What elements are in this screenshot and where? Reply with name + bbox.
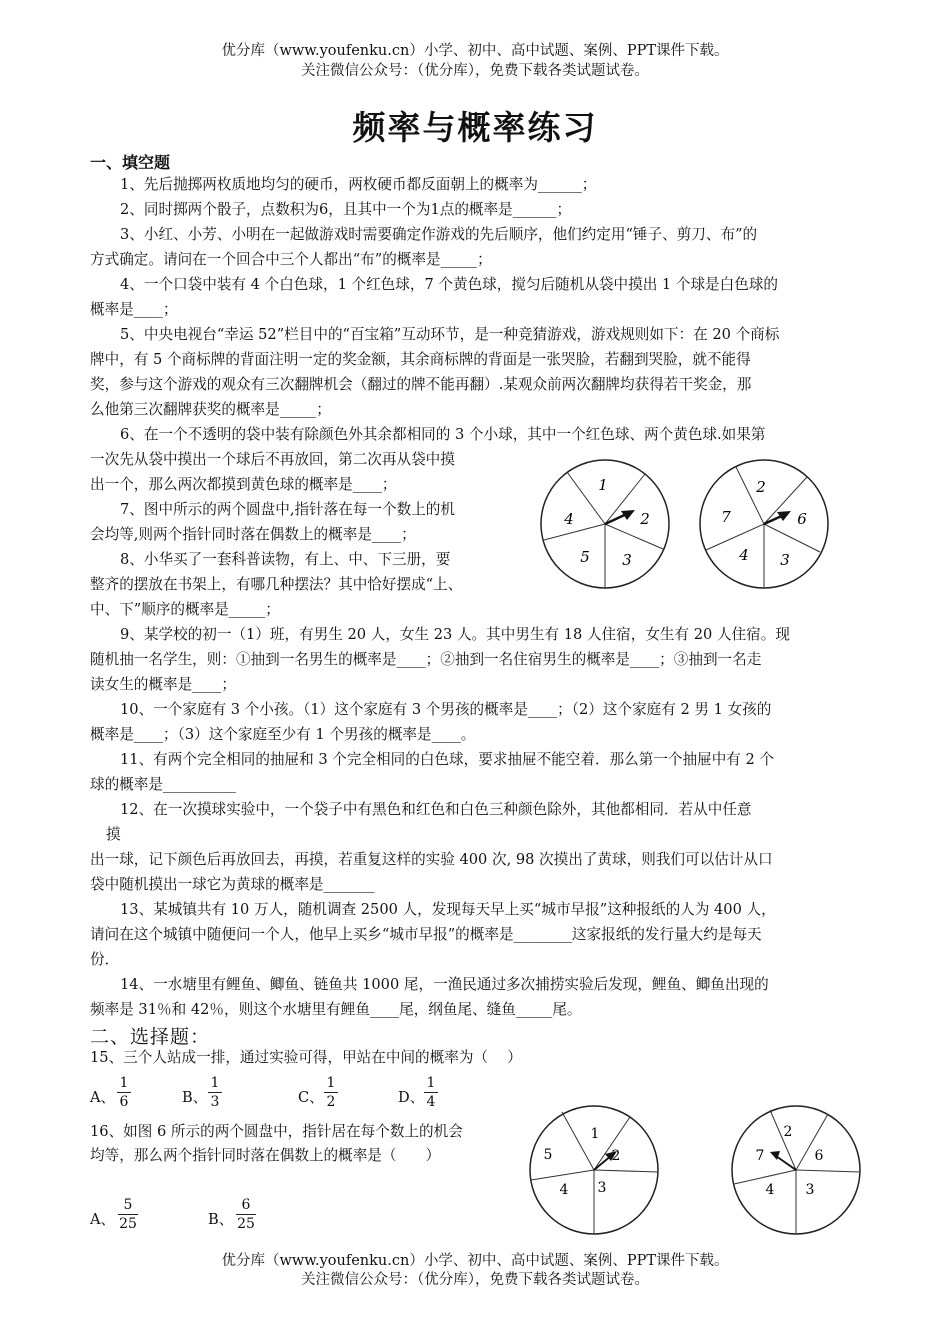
fraction-denominator: 25 [119, 1216, 137, 1232]
spinner-top-right-number: 4 [739, 546, 749, 564]
fraction-numerator: 5 [123, 1197, 133, 1213]
q15-option-d-label: D、 [398, 1089, 425, 1106]
fraction-denominator: 4 [426, 1094, 436, 1110]
q6-line-3: 出一个，那么两次都摸到黄色球的概率是____； [90, 476, 397, 493]
fraction-numerator: 1 [210, 1075, 220, 1091]
q12-line-1: 12、在一次摸球实验中，一个袋子中有黑色和红色和白色三种颜色除外，其他都相同．若从中任意 [120, 801, 752, 818]
q6-line-2: 一次先从袋中摸出一个球后不再放回，第二次再从袋中摸 [90, 451, 455, 468]
q13-line-1: 13、某城镇共有 10 万人，随机调查 2500 人，发现每天早上买“城市早报”这种报纸的人为 400 人， [120, 901, 776, 918]
q5-line-1: 5、中央电视台“幸运 52”栏目中的“百宝箱”互动环节，是一种竞猜游戏，游戏规则如下：在 20 个商标 [120, 326, 780, 343]
q14-line-1: 14、一水塘里有鲤鱼、鲫鱼、链鱼共 1000 尾，一渔民通过多次捕捞实验后发现，鲤鱼、鲫鱼出现的 [120, 976, 769, 993]
spinner-top-right-number: 7 [721, 508, 731, 526]
q10-line-2: 概率是____；（3）这个家庭至少有 1 个男孩的概率是____。 [90, 726, 476, 743]
q8-line-2: 整齐的摆放在书架上，有哪几种摆法？其中恰好摆成“上、 [90, 576, 463, 593]
spinner-bottom-right-number: 3 [805, 1182, 815, 1198]
q15-line: 15、三个人站成一排，通过实验可得，甲站在中间的概率为（ ） [90, 1049, 522, 1066]
spinner-top-left-number: 3 [622, 551, 632, 569]
q9-line-3: 读女生的概率是____； [90, 676, 236, 693]
q12-line-2: 摸 [106, 826, 121, 843]
fraction-numerator: 6 [241, 1197, 251, 1213]
q8-line-1: 8、小华买了一套科普读物，有上、中、下三册，要 [120, 551, 451, 568]
q16-option-a-fraction [114, 1196, 142, 1233]
footer-line-1: 优分库（www.youfenku.cn）小学、初中、高中试题、案例、PPT课件下载。 [221, 1253, 729, 1269]
q15-option-c-label: C、 [298, 1089, 324, 1106]
q15-option-c-fraction [320, 1074, 342, 1111]
spinner-bottom-left-number: 3 [597, 1180, 607, 1196]
q15-option-b-label: B、 [182, 1089, 208, 1106]
fraction-numerator: 1 [119, 1075, 129, 1091]
header-line-1: 优分库（www.youfenku.cn）小学、初中、高中试题、案例、PPT课件下载。 [221, 43, 729, 59]
spinner-bottom-left-number: 1 [590, 1126, 600, 1142]
spinner-top-right [694, 454, 834, 594]
q12-line-4: 袋中随机摸出一球它为黄球的概率是_______ [90, 876, 375, 893]
q14-line-2: 频率是 31％和 42％，则这个水塘里有鲤鱼____尾，纲鱼尾、缝鱼_____尾。 [90, 1001, 582, 1018]
spinner-bottom-right-number: 2 [783, 1124, 793, 1140]
spinner-bottom-left-number: 2 [611, 1148, 621, 1164]
spinner-bottom-right-number: 4 [765, 1182, 775, 1198]
q11-line-1: 11、有两个完全相同的抽屉和 3 个完全相同的白色球，要求抽屉不能空着．那么第一个抽屉中有 2 个 [120, 751, 775, 768]
spinner-bottom-left [522, 1100, 666, 1240]
spinner-top-right-number: 3 [780, 551, 790, 569]
q5-line-4: 么他第三次翻牌获奖的概率是_____； [90, 401, 331, 418]
spinner-top-left-number: 4 [564, 510, 574, 528]
section-choice-title: 二、选择题： [90, 1026, 211, 1048]
q9-line-1: 9、某学校的初一（1）班，有男生 20 人，女生 23 人。其中男生有 18 人住宿，女生有 20 人住宿。现 [120, 626, 790, 643]
q11-line-2: 球的概率是__________ [90, 776, 236, 793]
spinner-bottom-right-number: 6 [814, 1148, 824, 1164]
q8-line-3: 中、下”顺序的概率是_____； [90, 601, 280, 618]
fraction-denominator: 3 [210, 1094, 220, 1110]
spinner-top-left [535, 454, 675, 594]
q12-line-3: 出一球，记下颜色后再放回去，再摸，若重复这样的实验 400 次, 98 次摸出了黄球，则我们可以估计从口 [90, 851, 773, 868]
section-fill-in-title: 一、填空题 [90, 153, 171, 172]
q5-line-3: 奖，参与这个游戏的观众有三次翻牌机会（翻过的牌不能再翻）.某观众前两次翻牌均获得若干奖金，那 [90, 376, 752, 393]
spinner-top-left-number: 1 [598, 476, 608, 494]
q3-line-2: 方式确定。请问在一个回合中三个人都出“布”的概率是_____； [90, 251, 492, 268]
q6-line-1: 6、在一个不透明的袋中装有除颜色外其余都相同的 3 个小球，其中一个红色球、两个黄色球.如果第 [120, 426, 766, 443]
q15-option-a-label: A、 [90, 1089, 116, 1106]
q15-option-a-fraction [113, 1074, 135, 1111]
q15-option-d-fraction [420, 1074, 442, 1111]
fraction-denominator: 6 [119, 1094, 129, 1110]
fraction-denominator: 25 [237, 1216, 255, 1232]
fraction-numerator: 1 [426, 1075, 436, 1091]
q10-line-1: 10、一个家庭有 3 个小孩。（1）这个家庭有 3 个男孩的概率是____；（2）这个家庭有 2 男 1 女孩的 [120, 701, 772, 718]
page-title: 频率与概率练习 [352, 108, 598, 147]
header-line-2: 关注微信公众号：（优分库），免费下载各类试题试卷。 [301, 63, 649, 79]
spinner-top-left-number: 5 [580, 548, 590, 566]
q1-line: 1、先后抛掷两枚质地均匀的硬币，两枚硬币都反面朝上的概率为______； [120, 176, 597, 193]
footer-line-2: 关注微信公众号：（优分库），免费下载各类试题试卷。 [301, 1272, 649, 1288]
q15-option-b-fraction [204, 1074, 226, 1111]
spinner-top-right-number: 6 [797, 510, 807, 528]
q16-option-b-fraction [232, 1196, 260, 1233]
q13-line-2: 请问在这个城镇中随便问一个人，他早上买乡“城市早报”的概率是________这家报纸的发行量大约是每天 [90, 926, 762, 943]
fraction-denominator: 2 [326, 1094, 336, 1110]
q16-line-1: 16、如图 6 所示的两个圆盘中，指针居在每个数上的机会 [90, 1123, 463, 1140]
spinner-top-right-number: 2 [756, 478, 766, 496]
q7-line-2: 会均等,则两个指针同时落在偶数上的概率是____； [90, 526, 416, 543]
spinner-bottom-left-number: 4 [559, 1182, 569, 1198]
spinner-bottom-left-number: 5 [543, 1147, 553, 1163]
q5-line-2: 牌中，有 5 个商标牌的背面注明一定的奖金额，其余商标牌的背面是一张哭脸，若翻到哭脸，就不能得 [90, 351, 751, 368]
q16-line-2: 均等，那么两个指针同时落在偶数上的概率是（ ） [90, 1147, 441, 1164]
q16-option-a-label: A、 [90, 1211, 116, 1228]
q2-line: 2、同时掷两个骰子，点数积为6，且其中一个为1点的概率是______； [120, 201, 572, 218]
q13-line-3: 份． [90, 951, 120, 968]
spinner-top-left-number: 2 [640, 510, 650, 528]
spinner-bottom-right-number: 7 [755, 1148, 765, 1164]
q7-line-1: 7、图中所示的两个圆盘中,指针落在每一个数上的机 [120, 501, 455, 518]
q4-line-1: 4、一个口袋中装有 4 个白色球，1 个红色球，7 个黄色球，搅匀后随机从袋中摸出 1 个球是白色球的 [120, 276, 779, 293]
q16-option-b-label: B、 [208, 1211, 234, 1228]
q4-line-2: 概率是____； [90, 301, 178, 318]
q9-line-2: 随机抽一名学生，则：①抽到一名男生的概率是____；②抽到一名住宿男生的概率是____；③抽到一名走 [90, 651, 762, 668]
q3-line-1: 3、小红、小芳、小明在一起做游戏时需要确定作游戏的先后顺序，他们约定用“锤子、剪刀、布”的 [120, 226, 758, 243]
spinner-bottom-right [724, 1100, 868, 1240]
fraction-numerator: 1 [326, 1075, 336, 1091]
